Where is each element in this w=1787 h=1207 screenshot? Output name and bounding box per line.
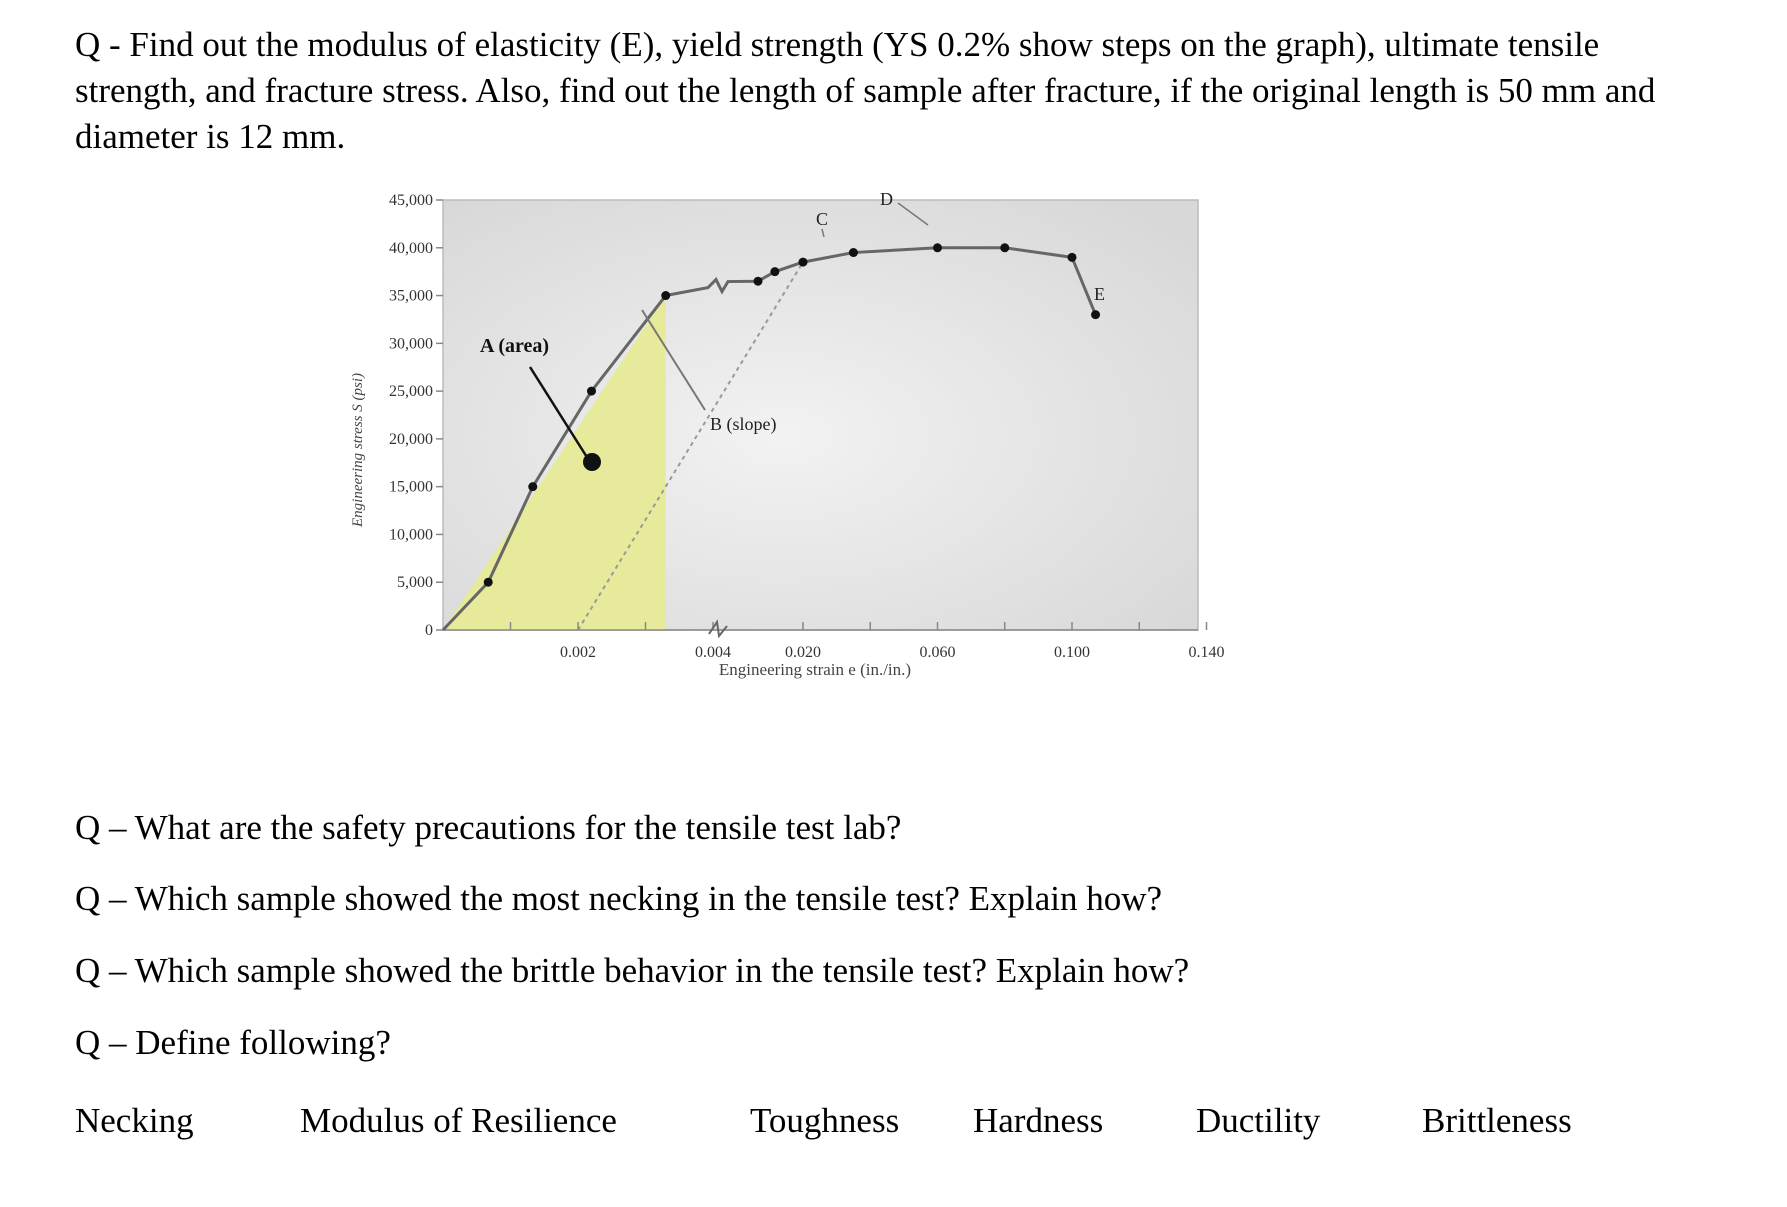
y-tick-label: 15,000 [389, 478, 433, 496]
data-point [1091, 310, 1100, 319]
data-point [770, 267, 779, 276]
x-tick-label: 0.060 [919, 644, 956, 661]
x-tick-label: 0.020 [785, 644, 821, 661]
marker-area-a [583, 453, 601, 471]
question-4: Q – Which sample showed the brittle behavior in the tensile test? Explain how? [75, 951, 1190, 990]
x-tick-label: 0.100 [1054, 644, 1090, 661]
y-tick-label: 25,000 [389, 383, 433, 401]
x-tick-label: 0.004 [695, 644, 731, 661]
term-brittleness: Brittleness [1422, 1101, 1572, 1140]
y-tick-label: 35,000 [389, 287, 433, 305]
annotation-e: E [1094, 284, 1105, 304]
question-2: Q – What are the safety precautions for the tensile test lab? [75, 808, 902, 847]
term-necking: Necking [75, 1101, 194, 1140]
data-point [933, 243, 942, 252]
stress-strain-chart-svg [350, 189, 1430, 785]
y-tick-label: 45,000 [389, 192, 433, 209]
y-axis-label: Engineering stress S (psi) [350, 372, 366, 528]
term-hardness: Hardness [973, 1101, 1104, 1140]
y-tick-label: 40,000 [389, 239, 433, 257]
y-tick-label: 5,000 [397, 574, 433, 592]
term-modulus-of-resilience: Modulus of Resilience [300, 1101, 617, 1140]
x-axis-label: Engineering strain e (in./in.) [718, 660, 912, 679]
data-point [1068, 253, 1077, 262]
y-tick-label: 20,000 [389, 430, 433, 448]
data-point [484, 578, 493, 587]
y-tick-label: 10,000 [389, 526, 433, 544]
x-tick-label: 0.140 [1188, 644, 1225, 661]
y-tick-label: 30,000 [389, 335, 433, 353]
x-tick-label: 0.002 [560, 644, 596, 661]
data-point [528, 482, 537, 491]
stress-strain-chart [350, 189, 1430, 785]
data-point [799, 258, 808, 267]
data-point [661, 291, 670, 300]
annotation-d: D [880, 189, 893, 209]
y-tick-label: 0 [425, 622, 433, 639]
y-axis [389, 192, 443, 639]
question-1: Q - Find out the modulus of elasticity (E), yield strength (YS 0.2% show steps on the graph), ultimate tensile strength, and fracture stress. Also, find out the length of sample after fracture, if the original length is 50 mm and diameter is 12 mm. [75, 25, 1656, 156]
data-point [1000, 243, 1009, 252]
term-ductility: Ductility [1196, 1101, 1321, 1140]
data-point [754, 277, 763, 286]
data-point [849, 248, 858, 257]
term-toughness: Toughness [750, 1101, 900, 1140]
data-point [587, 387, 596, 396]
question-3: Q – Which sample showed the most necking in the tensile test? Explain how? [75, 879, 1163, 918]
annotation-slope-b: B (slope) [710, 414, 777, 434]
question-5: Q – Define following? [75, 1023, 391, 1062]
annotation-area-a: A (area) [480, 335, 550, 357]
annotation-c: C [816, 209, 829, 229]
